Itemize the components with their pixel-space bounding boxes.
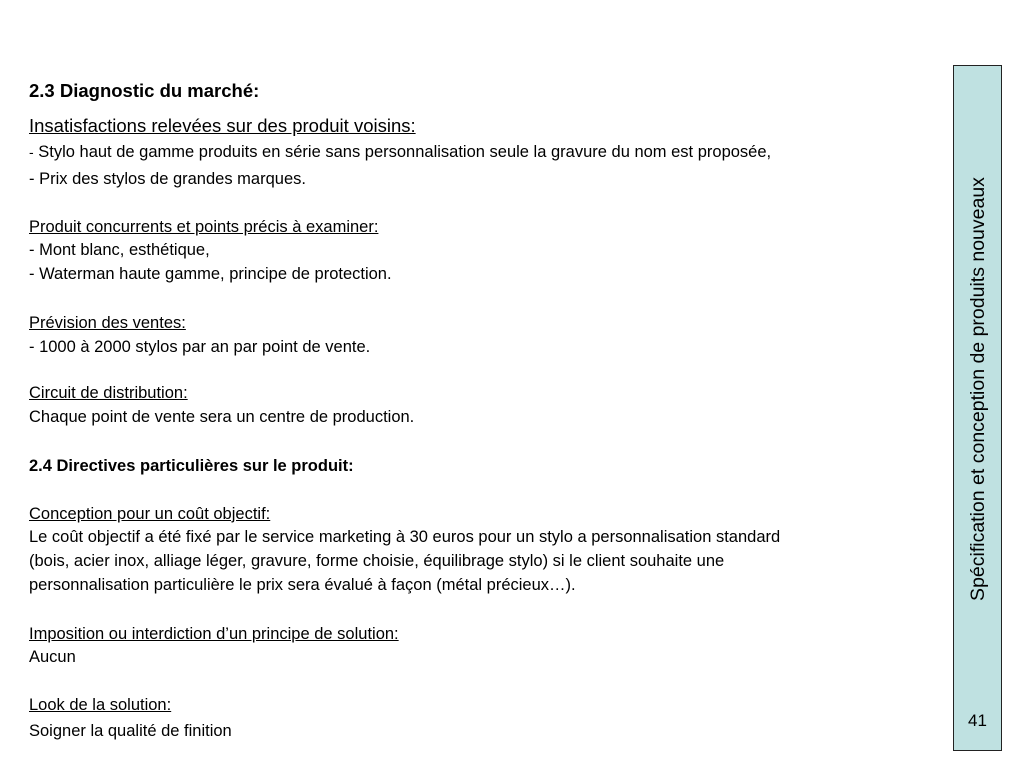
look-text: Soigner la qualité de finition bbox=[29, 722, 232, 740]
constraint-title: Imposition ou interdiction d’un principe de solution: bbox=[29, 625, 399, 643]
cost-line-2: (bois, acier inox, alliage léger, gravure, forme choisie, équilibrage stylo) si le client souhaite une bbox=[29, 552, 725, 570]
dissatisfaction-title: Insatisfactions relevées sur des produit voisins: bbox=[29, 115, 416, 136]
constraint-text: Aucun bbox=[29, 648, 76, 666]
look-title: Look de la solution: bbox=[29, 696, 172, 714]
page-number: 41 bbox=[968, 711, 987, 730]
competitors-item-2: - Waterman haute gamme, principe de protection. bbox=[29, 265, 392, 283]
bullet-text: Stylo haut de gamme produits en série sans personnalisation seule la gravure du nom est proposée, bbox=[38, 143, 772, 161]
forecast-item: - 1000 à 2000 stylos par an par point de vente. bbox=[29, 338, 371, 356]
sidebar-title: Spécification et conception de produits nouveaux bbox=[966, 177, 989, 601]
cost-title: Conception pour un coût objectif: bbox=[29, 505, 271, 523]
dissatisfaction-bullet-2: - Prix des stylos de grandes marques. bbox=[29, 170, 306, 188]
competitors-item-1: - Mont blanc, esthétique, bbox=[29, 241, 210, 259]
forecast-title: Prévision des ventes: bbox=[29, 314, 186, 332]
competitors-title: Produit concurrents et points précis à examiner: bbox=[29, 218, 379, 236]
distribution-title: Circuit de distribution: bbox=[29, 384, 188, 402]
sidebar-panel bbox=[953, 65, 1002, 751]
cost-line-3: personnalisation particulière le prix sera évalué à façon (métal précieux…). bbox=[29, 576, 576, 594]
bullet-dash: - bbox=[29, 144, 34, 160]
market-diagnosis-heading: 2.3 Diagnostic du marché: bbox=[29, 80, 260, 101]
cost-line-1: Le coût objectif a été fixé par le service marketing à 30 euros pour un stylo a personnalisation standard bbox=[29, 528, 781, 546]
directives-heading: 2.4 Directives particulières sur le produit: bbox=[29, 457, 354, 475]
dissatisfaction-bullet-1 bbox=[29, 142, 771, 162]
distribution-text: Chaque point de vente sera un centre de production. bbox=[29, 408, 415, 426]
